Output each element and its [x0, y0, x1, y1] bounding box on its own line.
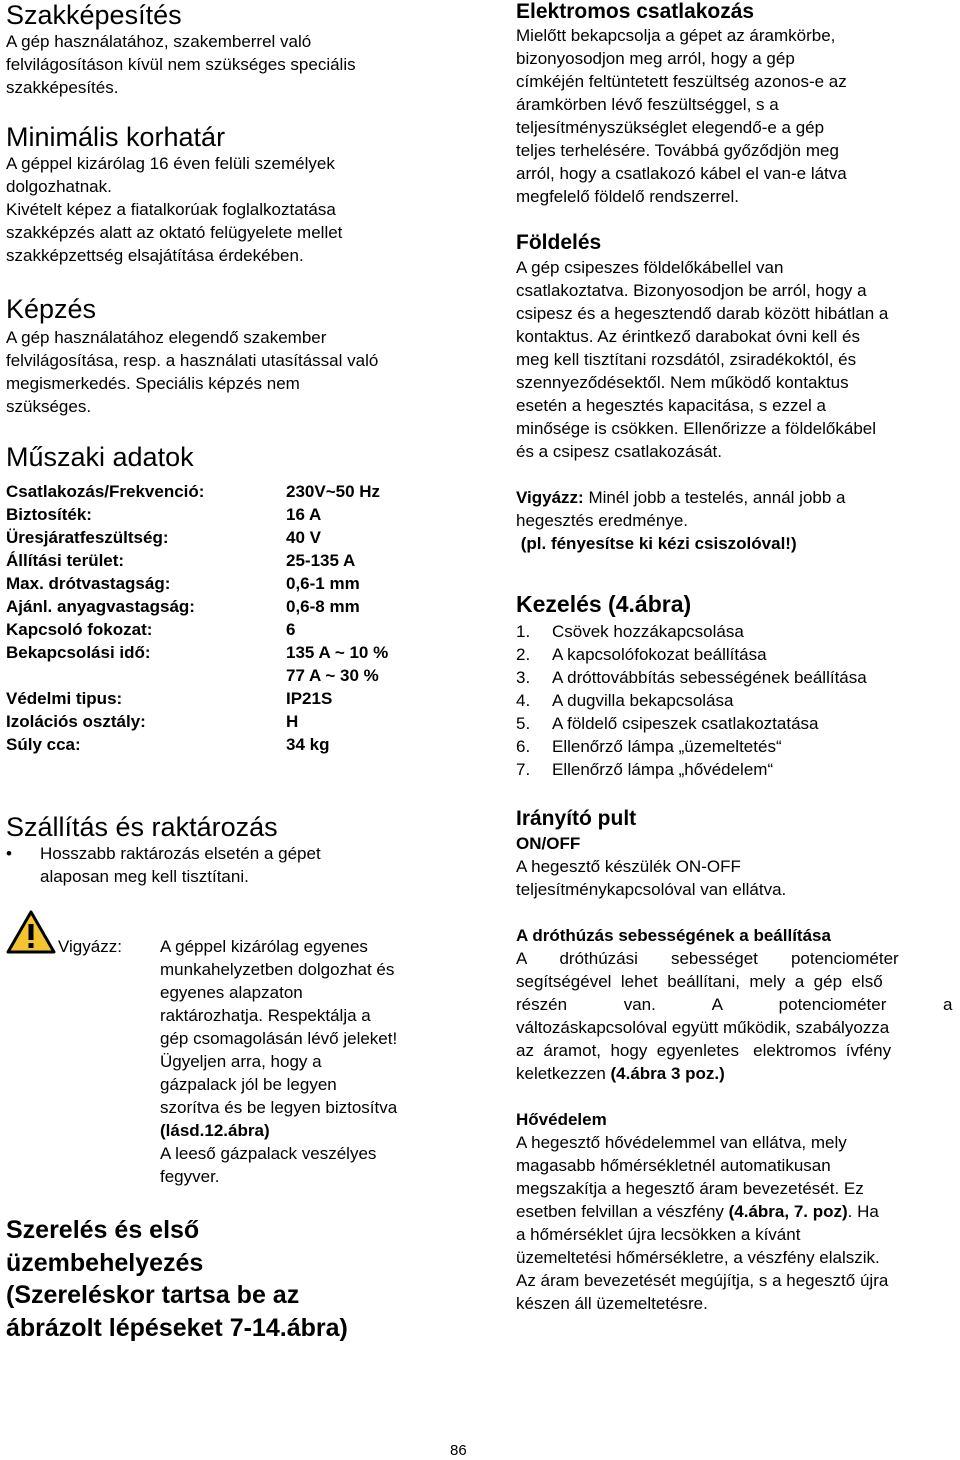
text-line-bold: ON/OFF: [516, 834, 581, 853]
heading-kezeles: Kezelés (4.ábra): [516, 591, 692, 617]
section-szereles: [6, 1214, 348, 1344]
spec-row: [6, 710, 388, 733]
text-line: alaposan meg kell tisztítani.: [40, 867, 249, 886]
text-span: keletkezzen: [516, 1064, 611, 1083]
vigyazz-label: Vigyázz:: [516, 488, 584, 507]
list-item: [516, 758, 867, 781]
list-number: 4.: [516, 691, 531, 710]
spec-row: [6, 572, 388, 595]
heading-muszaki-adatok: Műszaki adatok: [6, 442, 194, 472]
text-line: Kivételt képez a fiatalkorúak foglalkoztatása: [6, 200, 336, 219]
heading-szallitas: Szállítás és raktározás: [6, 812, 278, 842]
heading-szakkepesites: Szakképesítés: [6, 0, 182, 30]
text-line: teljesítményszükséglet elegendő-e a gép: [516, 118, 825, 137]
text-line: szakképzés alatt az oktató felügyelete mellet: [6, 223, 343, 242]
text-line: A dróthúzási sebességet potenciométer: [516, 949, 899, 968]
spec-value: H: [286, 712, 299, 731]
heading-korhatar: Minimális korhatár: [6, 122, 226, 152]
spec-key: Állítási terület:: [6, 551, 125, 570]
text-line: áramkörben lévő feszültséggel, s a: [516, 95, 779, 114]
text-line: A gép használatához, szakemberrel való: [6, 32, 312, 51]
spec-value: 0,6-1 mm: [286, 574, 360, 593]
spec-key: [6, 664, 286, 687]
text-line: gép csomagolásán lévő jeleket!: [160, 1029, 398, 1048]
spec-value: 16 A: [286, 505, 322, 524]
text-line: [516, 486, 846, 509]
text-span-bold: (4.ábra 3 poz.): [610, 1064, 725, 1083]
section-elektromos: [516, 0, 847, 208]
heading-foldeles: Földelés: [516, 231, 602, 254]
text-span-bold: (4.ábra, 7. poz): [728, 1202, 848, 1221]
heading-line: Szerelés és első: [6, 1216, 200, 1244]
text-line: dolgozhatnak.: [6, 177, 112, 196]
text-line: szakképzettség elsajátítása érdekében.: [6, 246, 304, 265]
heading-elektromos: Elektromos csatlakozás: [516, 0, 755, 23]
bullet-dot-icon: •: [6, 844, 12, 863]
spec-key: Védelmi tipus:: [6, 689, 123, 708]
heading-iranyito-pult: Irányító pult: [516, 807, 637, 830]
list-text: A dugvilla bekapcsolása: [552, 691, 734, 710]
text-line: A géppel kizárólag 16 éven felüli személyek: [6, 154, 335, 173]
text-line: címkéjén feltüntetett feszültség azonos-e az: [516, 72, 847, 91]
text-line: szakképesítés.: [6, 78, 119, 97]
text-line-bold: (pl. fényesítse ki kézi csiszolóval!): [516, 534, 797, 553]
spec-row: [6, 526, 388, 549]
text-line: meg kell tisztítani rozsdától, zsiradékoktól, és: [516, 350, 857, 369]
section-minimalis-korhatar: [6, 122, 342, 267]
text-line: részén van. A potenciométer a: [516, 995, 953, 1014]
text-line: egyenes alapzaton: [160, 983, 303, 1002]
spec-row: [6, 549, 388, 572]
text-line: teljes terhelésére. Továbbá győződjön meg: [516, 141, 839, 160]
spec-key: Izolációs osztály:: [6, 712, 146, 731]
list-item: [516, 666, 867, 689]
spec-key: Biztosíték:: [6, 505, 92, 524]
spec-row: [6, 595, 388, 618]
bullet-item: [6, 842, 321, 888]
text-line: raktározhatja. Respektálja a: [160, 1006, 371, 1025]
text-line: [516, 1062, 956, 1085]
section-drothuzas: [516, 924, 956, 1085]
list-number: 1.: [516, 622, 531, 641]
text-line: munkahelyzetben dolgozhat és: [160, 960, 395, 979]
spec-row: [6, 733, 388, 756]
text-span: esetben felvillan a vészfény: [516, 1202, 729, 1221]
text-line: Ügyeljen arra, hogy a: [160, 1052, 322, 1071]
spec-row: [6, 618, 388, 641]
text-line: minősége is csökken. Ellenőrizze a földelőkábel: [516, 419, 877, 438]
list-text: A dróttovábbítás sebességének beállítása: [552, 668, 867, 687]
heading-line: ábrázolt lépéseket 7-14.ábra): [6, 1313, 348, 1342]
text-line: csipesz és a hegesztendő darab között hibátlan a: [516, 304, 889, 323]
text-line: Hosszabb raktározás elsetén a gépet: [40, 844, 321, 863]
text-line: csatlakoztatva. Bizonyosodjon be arról, hogy a: [516, 281, 867, 300]
text-line: megismerkedés. Speciális képzés nem: [6, 374, 300, 393]
spec-row: [6, 687, 388, 710]
text-span: . Ha: [847, 1202, 879, 1221]
warning-block: [6, 910, 397, 1188]
heading-drothuzas: A dróthúzás sebességének a beállítása: [516, 926, 831, 945]
text-line: Mielőtt bekapcsolja a gépet az áramkörbe,: [516, 26, 836, 45]
text-line: szennyeződésektől. Nem működő kontaktus: [516, 373, 849, 392]
list-text: Ellenőrző lámpa „üzemeltetés“: [552, 737, 782, 756]
list-item: [516, 712, 867, 735]
spec-row: [6, 664, 388, 687]
list-number: 6.: [516, 737, 531, 756]
spec-value: 77 A ~ 30 %: [286, 666, 379, 685]
text-line: felvilágosítása, resp. a használati utasítással való: [6, 351, 379, 370]
list-text: A kapcsolófokozat beállítása: [552, 645, 767, 664]
spec-table: [6, 480, 388, 756]
text-line: A hegesztő hővédelemmel van ellátva, mely: [516, 1133, 847, 1152]
spec-key: Súly cca:: [6, 735, 81, 754]
spec-key: Csatlakozás/Frekvenció:: [6, 482, 205, 501]
spec-key: Kapcsoló fokozat:: [6, 620, 153, 639]
section-muszaki-adatok: [6, 442, 388, 756]
list-text: A földelő csipeszek csatlakoztatása: [552, 714, 819, 733]
text-line: az áramot, hogy egyenletes elektromos ívfény: [516, 1041, 892, 1060]
text-line: bizonyosodjon meg arról, hogy a gép: [516, 49, 795, 68]
section-foldeles: [516, 230, 888, 463]
section-kepzes: [6, 294, 378, 418]
spec-value: 135 A ~ 10 %: [286, 643, 389, 662]
text-line: A géppel kizárólag egyenes: [160, 937, 368, 956]
text-line: A gép csipeszes földelőkábellel van: [516, 258, 784, 277]
list-item: [516, 689, 867, 712]
kezeles-list: [516, 620, 867, 781]
text-line-bold: (lásd.12.ábra): [160, 1121, 270, 1140]
spec-key: Ajánl. anyagvastagság:: [6, 597, 195, 616]
bullet-text: [40, 842, 321, 888]
section-iranyito-pult: [516, 806, 786, 901]
spec-value: 34 kg: [286, 735, 330, 754]
text-line: magasabb hőmérsékletnél automatikusan: [516, 1156, 831, 1175]
list-number: 5.: [516, 714, 531, 733]
spec-key: Bekapcsolási idő:: [6, 643, 151, 662]
text-line: felvilágosításon kívül nem szükséges speciális: [6, 55, 356, 74]
section-vigyazz: [516, 486, 846, 555]
text-line: üzemeltetési hőmérsékletre, a vészfény elalszik.: [516, 1248, 880, 1267]
list-text: Csövek hozzákapcsolása: [552, 622, 744, 641]
text-line: változáskapcsolóval együtt működik, szabályozza: [516, 1018, 890, 1037]
text-line: segítségével lehet beállítani, mely a gép első: [516, 972, 883, 991]
text-line: A gép használatához elegendő szakember: [6, 328, 327, 347]
spec-value: 0,6-8 mm: [286, 597, 360, 616]
section-hovedelem: [516, 1108, 888, 1315]
warning-text: [160, 910, 397, 1188]
text-line: megszakítja a hegesztő áram bevezetését. Ez: [516, 1179, 864, 1198]
warning-triangle-icon: [6, 910, 58, 1188]
spec-key: Üresjáratfeszültség:: [6, 528, 169, 547]
spec-row: [6, 641, 388, 664]
spec-value: 25-135 A: [286, 551, 356, 570]
spec-row: [6, 503, 388, 526]
section-szakkepesites: [6, 0, 356, 99]
vigyazz-text: Minél jobb a testelés, annál jobb a: [583, 488, 846, 507]
list-item: [516, 643, 867, 666]
spec-value: 230V~50 Hz: [286, 482, 381, 501]
heading-hovedelem: Hővédelem: [516, 1110, 607, 1129]
text-line: gázpalack jól be legyen: [160, 1075, 337, 1094]
text-line: A hegesztő készülék ON-OFF: [516, 857, 741, 876]
spec-value: IP21S: [286, 689, 333, 708]
page-number: 86: [450, 1442, 467, 1459]
warning-label: Vigyázz:: [58, 937, 122, 956]
text-line: Az áram bevezetését megújítja, s a hegesztő újra: [516, 1271, 889, 1290]
text-line: [516, 1200, 888, 1223]
section-szallitas: [6, 812, 321, 888]
spec-key: Max. drótvastagság:: [6, 574, 171, 593]
spec-value: 40 V: [286, 528, 321, 547]
list-number: 2.: [516, 645, 531, 664]
text-line: esetén a hegesztés kapacitása, s ezzel a: [516, 396, 826, 415]
text-line: arról, hogy a csatlakozó kábel el van-e látva: [516, 164, 847, 183]
text-line: teljesítménykapcsolóval van ellátva.: [516, 880, 787, 899]
list-number: 7.: [516, 760, 531, 779]
spec-row: [6, 480, 388, 503]
text-line: szorítva és be legyen biztosítva: [160, 1098, 398, 1117]
text-line: hegesztés eredménye.: [516, 511, 688, 530]
text-line: A leeső gázpalack veszélyes: [160, 1144, 377, 1163]
text-line: a hőmérséklet újra lecsökken a kívánt: [516, 1225, 801, 1244]
list-item: [516, 620, 867, 643]
text-line: kontaktus. Az érintkező darabokat óvni kell és: [516, 327, 860, 346]
section-kezeles: [516, 588, 867, 781]
spec-value: 6: [286, 620, 296, 639]
list-text: Ellenőrző lámpa „hővédelem“: [552, 760, 774, 779]
text-line: szükséges.: [6, 397, 92, 416]
text-line: és a csipesz csatlakozását.: [516, 442, 722, 461]
heading-kepzes: Képzés: [6, 294, 97, 324]
heading-line: (Szereléskor tartsa be az: [6, 1281, 300, 1309]
text-line: készen áll üzemeltetésre.: [516, 1294, 708, 1313]
list-item: [516, 735, 867, 758]
text-line: megfelelő földelő rendszerrel.: [516, 187, 740, 206]
heading-line: üzembehelyezés: [6, 1248, 204, 1277]
list-number: 3.: [516, 668, 531, 687]
text-line: fegyver.: [160, 1167, 220, 1186]
